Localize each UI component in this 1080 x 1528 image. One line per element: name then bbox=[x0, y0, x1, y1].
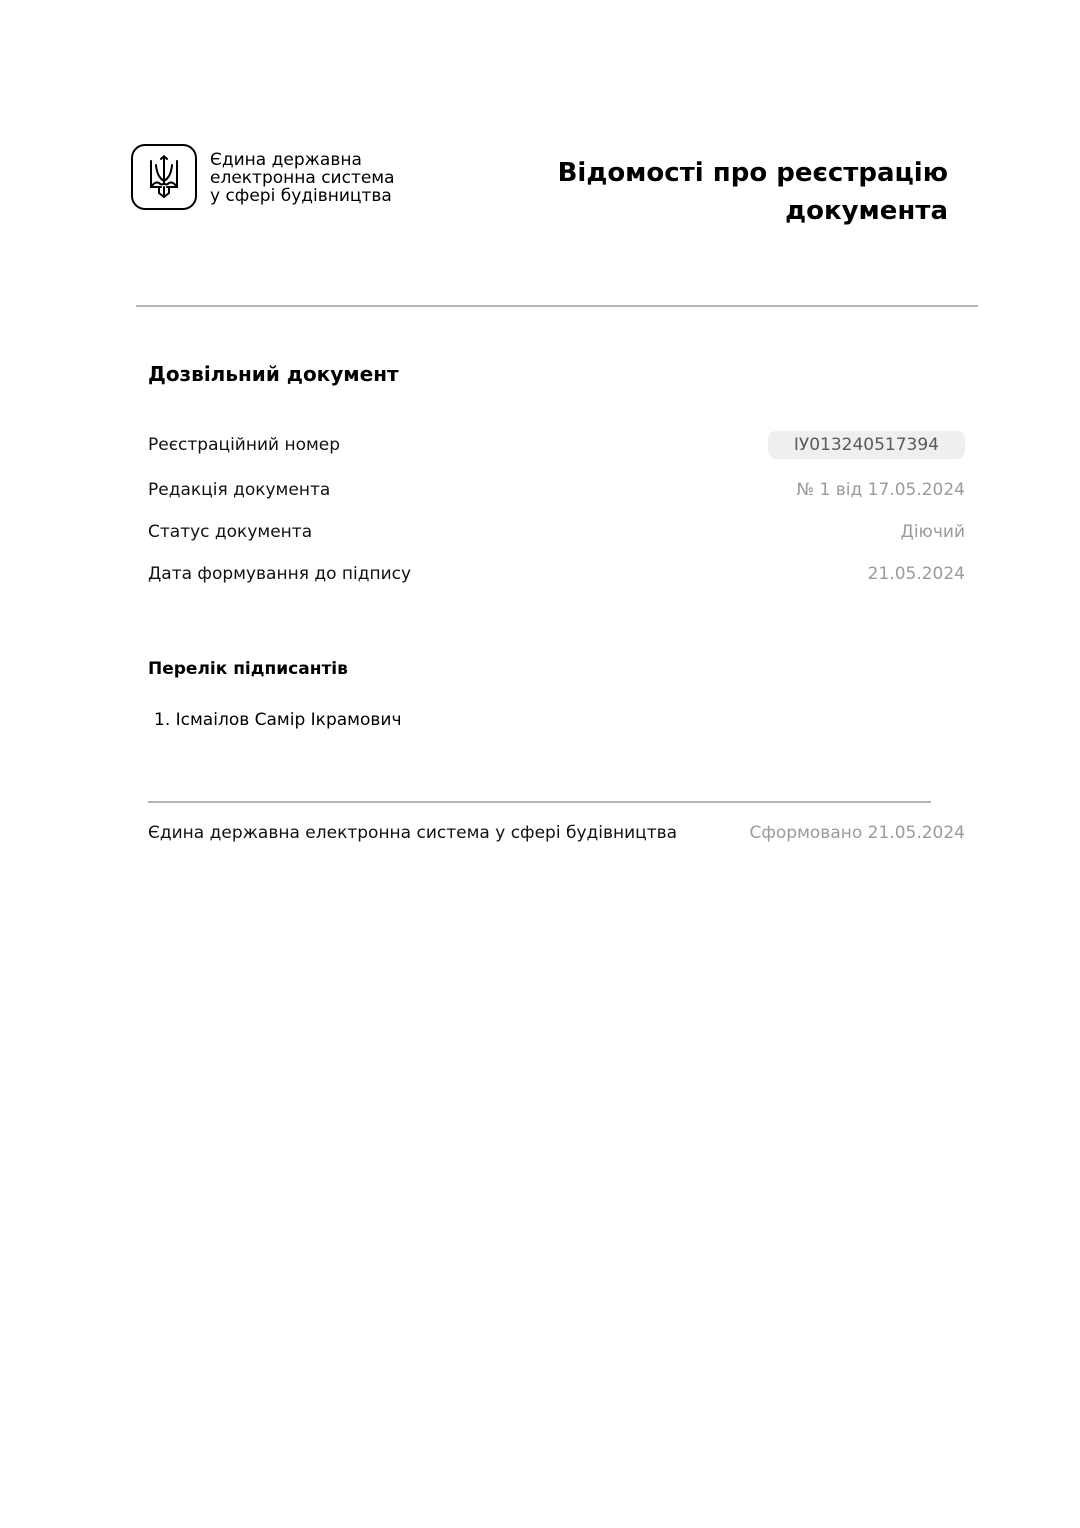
page-title bbox=[488, 154, 948, 230]
signer-list-item: 1. Ісмаілов Самір Ікрамович bbox=[154, 710, 402, 730]
field-label: Дата формування до підпису bbox=[148, 564, 412, 584]
footer-divider bbox=[148, 801, 931, 803]
logo-line-3: у сфері будівництва bbox=[210, 186, 392, 206]
logo-line-2: електронна система bbox=[210, 168, 395, 188]
field-row-formation-date bbox=[148, 560, 965, 588]
field-row-edition bbox=[148, 476, 965, 504]
trident-icon bbox=[147, 153, 181, 201]
trident-logo bbox=[131, 144, 197, 210]
field-value: Діючий bbox=[900, 522, 965, 542]
field-value: № 1 від 17.05.2024 bbox=[796, 480, 965, 500]
logo-caption bbox=[210, 151, 395, 205]
footer-generated-date: Сформовано 21.05.2024 bbox=[749, 823, 965, 843]
field-row-registration-number bbox=[148, 431, 965, 459]
footer-system-name: Єдина державна електронна система у сфері будівництва bbox=[148, 823, 678, 843]
field-label: Реєстраційний номер bbox=[148, 435, 341, 455]
logo-line-1: Єдина державна bbox=[210, 150, 362, 170]
field-value: 21.05.2024 bbox=[867, 564, 965, 584]
field-label: Статус документа bbox=[148, 522, 313, 542]
page-title-line-2: документа bbox=[785, 196, 948, 226]
field-row-status bbox=[148, 518, 965, 546]
registration-number-chip: ІУ013240517394 bbox=[768, 431, 965, 459]
section-title: Дозвільний документ bbox=[148, 362, 399, 386]
page-title-line-1: Відомості про реєстрацію bbox=[557, 158, 948, 188]
signers-title: Перелік підписантів bbox=[148, 659, 348, 679]
header-divider bbox=[136, 305, 978, 307]
field-label: Редакція документа bbox=[148, 480, 331, 500]
